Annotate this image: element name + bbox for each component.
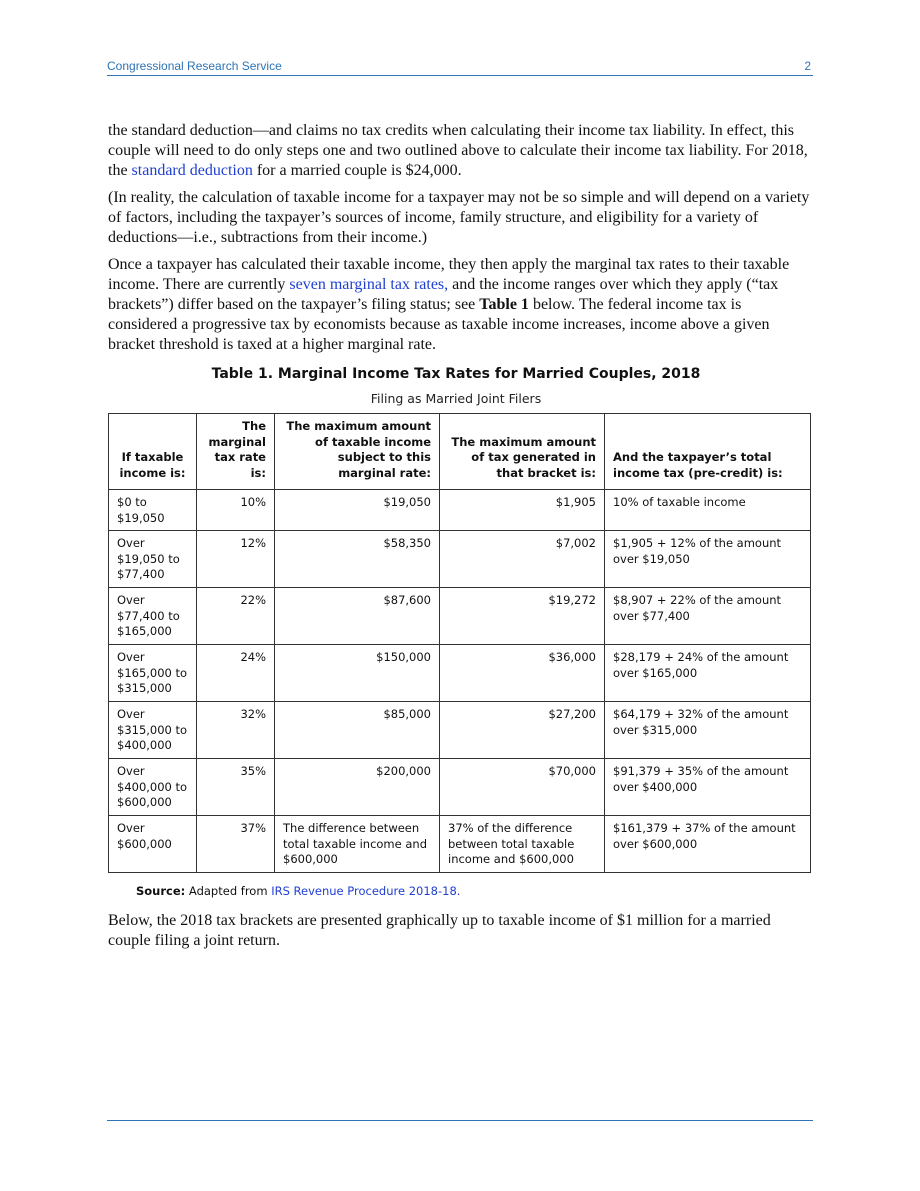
cell-max-tax: $19,272 <box>440 588 605 645</box>
para1-text-b: for a married couple is $24,000. <box>252 162 462 179</box>
table-row <box>109 531 811 588</box>
cell-total: $8,907 + 22% of the amount over $77,400 <box>605 588 811 645</box>
cell-max-income: $85,000 <box>275 702 440 759</box>
para3-text-b: and the income ranges over which they apply (“tax brackets”) differ based on the taxpayer’s filing status; see <box>108 276 779 313</box>
cell-max-income: $19,050 <box>275 490 440 531</box>
cell-income: Over $77,400 to $165,000 <box>109 588 197 645</box>
para3-text-a: Once a taxpayer has calculated their taxable income, they then apply the marginal tax rates to their taxable income. There are currently <box>108 256 790 293</box>
cell-income: $0 to $19,050 <box>109 490 197 531</box>
cell-income: Over $600,000 <box>109 816 197 873</box>
header-page-number: 2 <box>804 59 811 73</box>
cell-rate: 35% <box>197 759 275 816</box>
cell-total: $64,179 + 32% of the amount over $315,000 <box>605 702 811 759</box>
header-org-name: Congressional Research Service <box>107 59 282 73</box>
cell-income: Over $315,000 to $400,000 <box>109 702 197 759</box>
page-header <box>107 57 813 76</box>
table-header-row <box>109 414 811 490</box>
cell-income: Over $400,000 to $600,000 <box>109 759 197 816</box>
header-marginal-rate: The marginal tax rate is: <box>197 414 275 490</box>
cell-max-tax: 37% of the difference between total taxable income and $600,000 <box>440 816 605 873</box>
closing-paragraph: Below, the 2018 tax brackets are presented graphically up to taxable income of $1 million for a married couple filing a joint return. <box>108 912 771 949</box>
cell-max-tax: $1,905 <box>440 490 605 531</box>
cell-max-income: $87,600 <box>275 588 440 645</box>
table-row <box>109 702 811 759</box>
cell-income: Over $19,050 to $77,400 <box>109 531 197 588</box>
tax-rate-table <box>108 413 811 873</box>
header-total-tax: And the taxpayer’s total income tax (pre-credit) is: <box>605 414 811 490</box>
cell-max-tax: $7,002 <box>440 531 605 588</box>
paragraph-1 <box>108 121 814 181</box>
cell-max-income: $150,000 <box>275 645 440 702</box>
cell-rate: 12% <box>197 531 275 588</box>
cell-rate: 22% <box>197 588 275 645</box>
cell-total: $1,905 + 12% of the amount over $19,050 <box>605 531 811 588</box>
cell-total: 10% of taxable income <box>605 490 811 531</box>
cell-rate: 24% <box>197 645 275 702</box>
para3-text-c: below. The federal income tax is considered a progressive tax by economists because as taxable income increases, income above a given bracket threshold is taxed at a higher marginal rate. <box>108 296 770 353</box>
cell-total: $28,179 + 24% of the amount over $165,000 <box>605 645 811 702</box>
footer-divider <box>107 1120 813 1121</box>
table-row <box>109 816 811 873</box>
cell-max-tax: $70,000 <box>440 759 605 816</box>
table-row <box>109 588 811 645</box>
table-subtitle: Filing as Married Joint Filers <box>370 391 542 406</box>
table-title: Table 1. Marginal Income Tax Rates for Married Couples, 2018 <box>211 366 701 382</box>
paragraph-3 <box>108 255 814 355</box>
cell-rate: 37% <box>197 816 275 873</box>
source-label: Source: <box>136 884 186 898</box>
cell-rate: 32% <box>197 702 275 759</box>
cell-max-tax: $36,000 <box>440 645 605 702</box>
header-max-income: The maximum amount of taxable income subject to this marginal rate: <box>275 414 440 490</box>
table-source-note <box>136 884 460 898</box>
cell-max-income: $200,000 <box>275 759 440 816</box>
cell-max-income: $58,350 <box>275 531 440 588</box>
table-row <box>109 759 811 816</box>
source-period: . <box>456 884 461 898</box>
irs-revenue-procedure-link[interactable]: IRS Revenue Procedure 2018-18 <box>271 884 457 898</box>
cell-rate: 10% <box>197 490 275 531</box>
header-max-tax: The maximum amount of tax generated in that bracket is: <box>440 414 605 490</box>
table-reference: Table 1 <box>479 296 529 313</box>
standard-deduction-link[interactable]: standard deduction <box>131 162 253 179</box>
cell-max-tax: $27,200 <box>440 702 605 759</box>
paragraph-2: (In reality, the calculation of taxable income for a taxpayer may not be so simple and will depend on a variety of factors, including the taxpayer’s sources of income, family structure, and eligibility for a variety of deductions—i.e., subtractions from their income.) <box>108 189 810 246</box>
cell-total: $161,379 + 37% of the amount over $600,000 <box>605 816 811 873</box>
marginal-tax-rates-link[interactable]: seven marginal tax rates, <box>289 276 449 293</box>
source-text: Adapted from <box>188 884 272 898</box>
body-text <box>108 121 814 362</box>
cell-total: $91,379 + 35% of the amount over $400,000 <box>605 759 811 816</box>
cell-max-income: The difference between total taxable income and $600,000 <box>275 816 440 873</box>
table-row <box>109 490 811 531</box>
cell-income: Over $165,000 to $315,000 <box>109 645 197 702</box>
table-row <box>109 645 811 702</box>
para1-text-a: the standard deduction—and claims no tax credits when calculating their income tax liability. In effect, this couple will need to do only steps one and two outlined above to calculate their income tax liability. For 2018, the <box>108 122 808 179</box>
header-taxable-income: If taxable income is: <box>109 414 197 490</box>
